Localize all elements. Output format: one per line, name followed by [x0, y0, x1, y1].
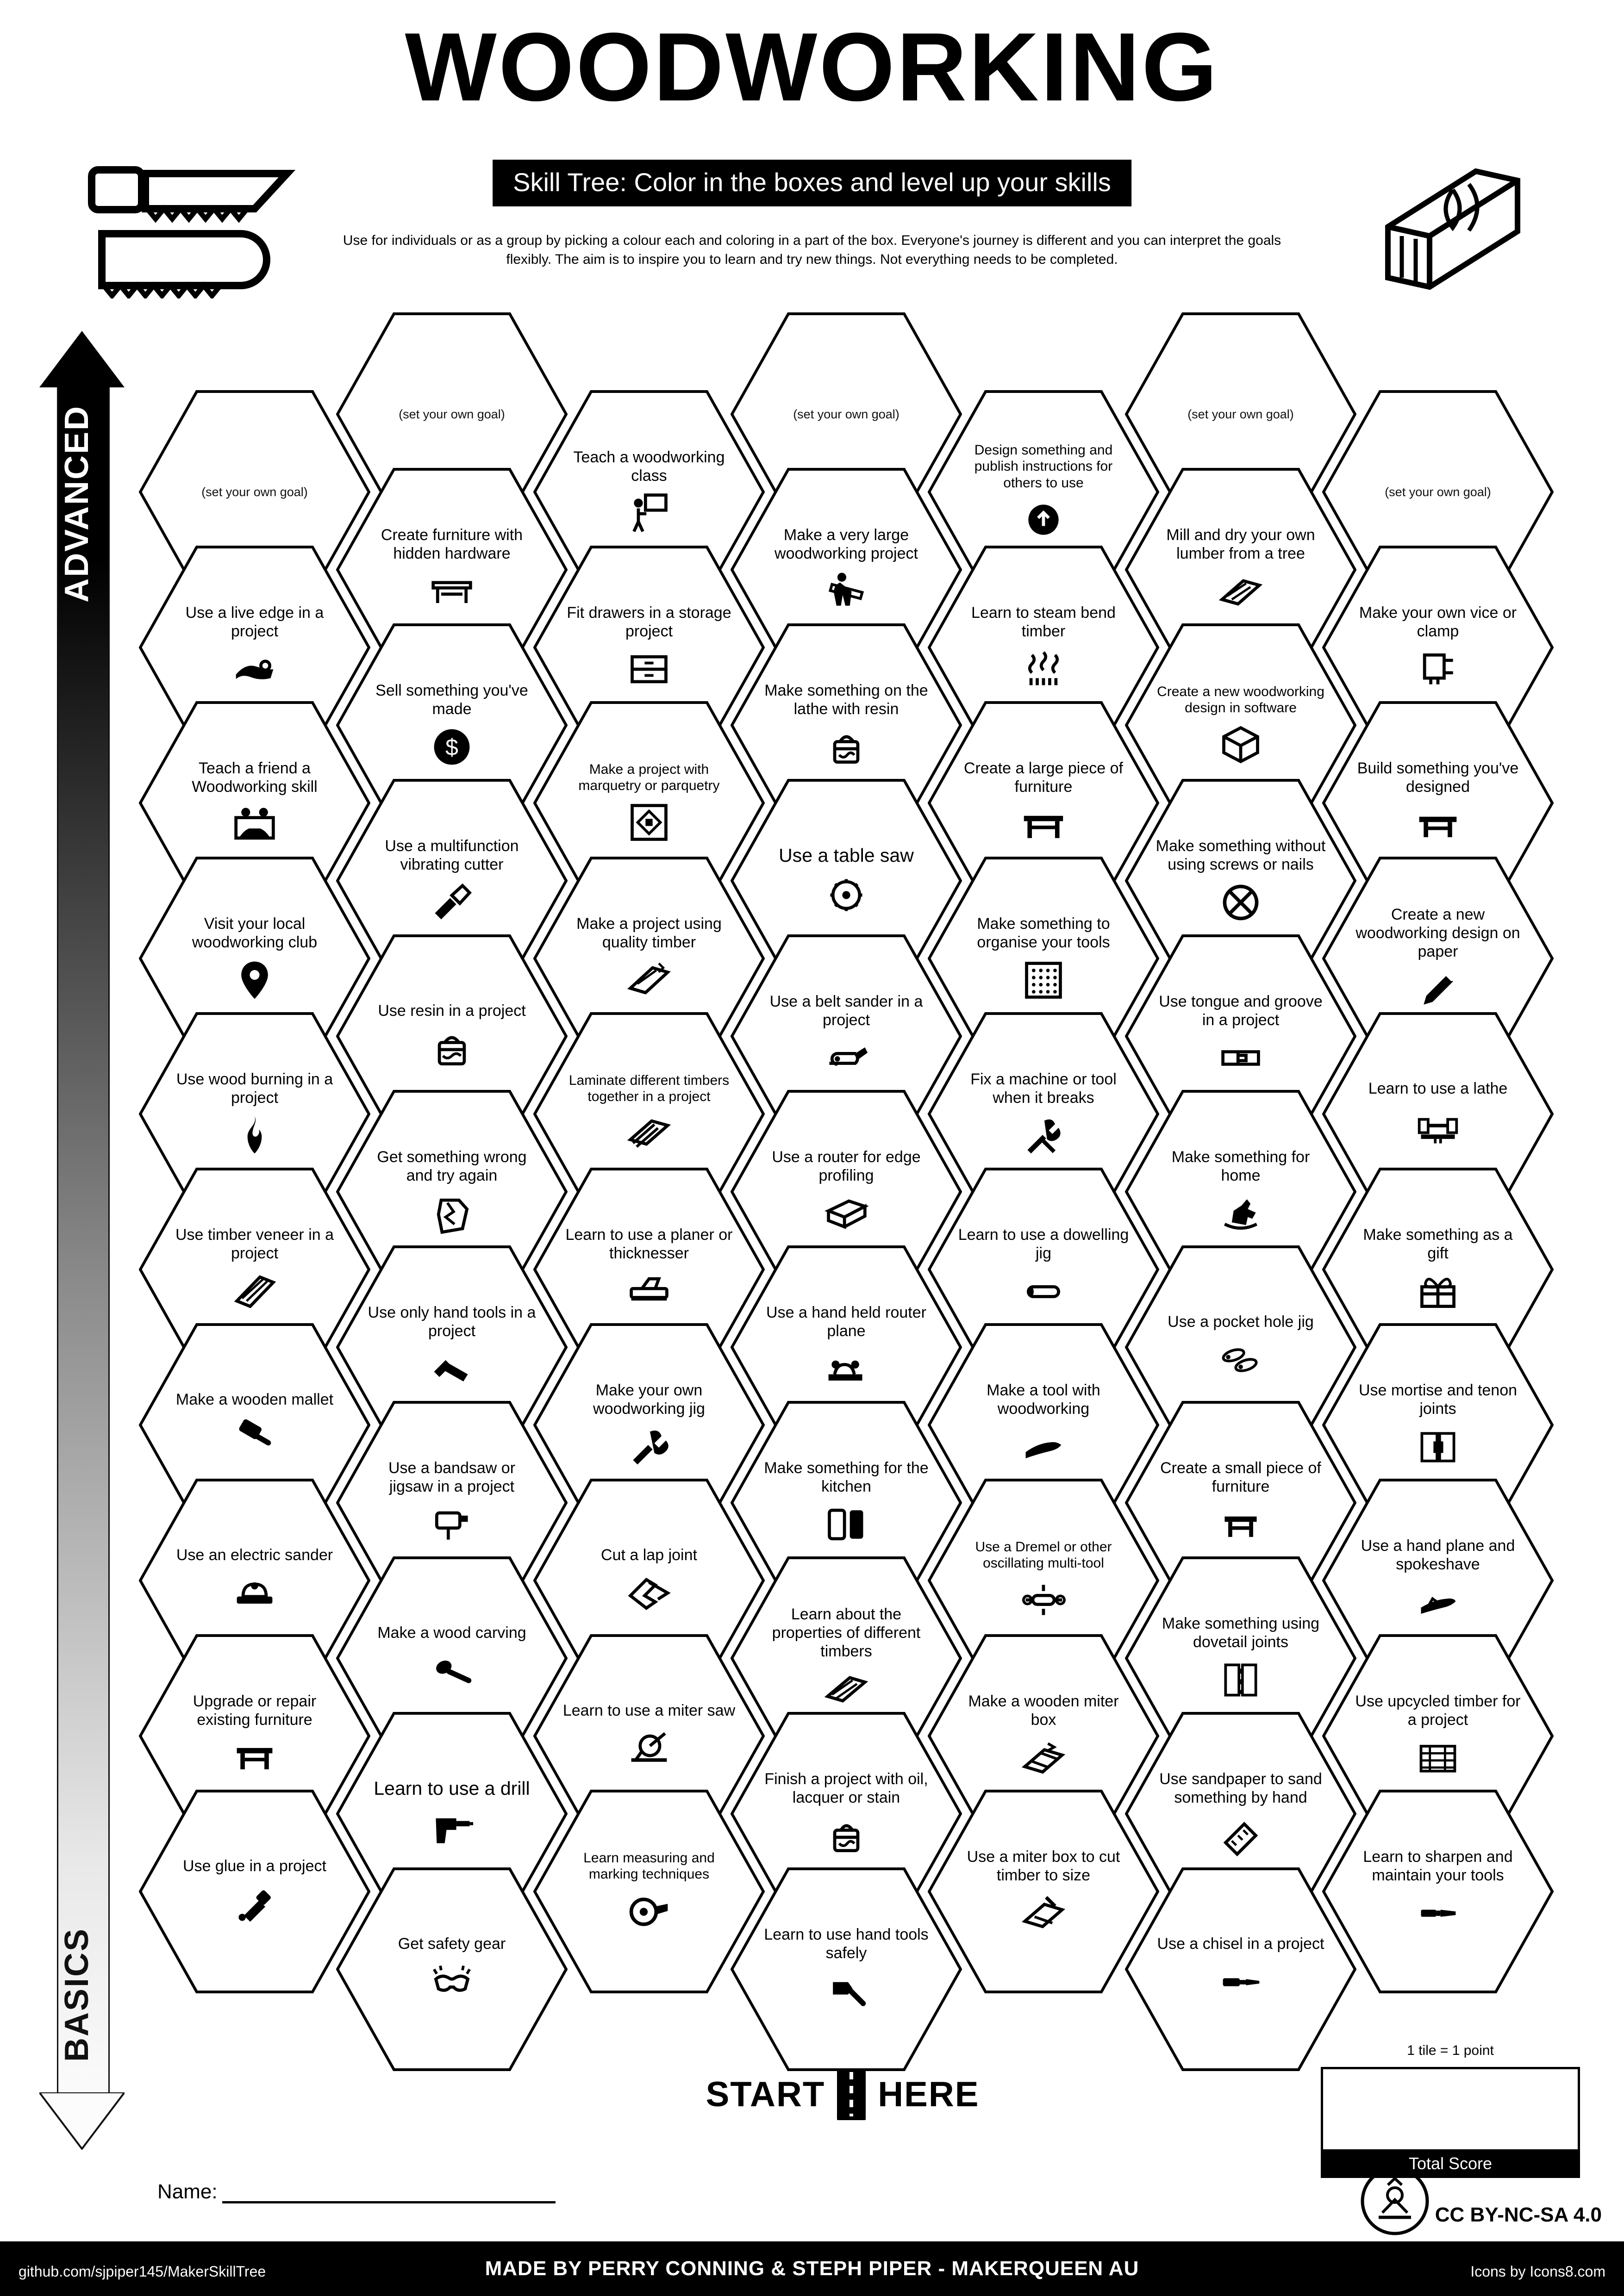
carving-spoon-icon — [430, 1649, 474, 1693]
tile-label: Use a Dremel or other oscillating multi-tool — [975, 1539, 1112, 1571]
tile-content — [928, 1788, 1159, 1995]
total-score-label: Total Score — [1321, 2149, 1580, 2178]
tile-goal-placeholder: (set your own goal) — [793, 407, 899, 421]
drill-icon — [430, 1806, 474, 1850]
tile-label: Create a small piece of furniture — [1160, 1459, 1321, 1495]
jigsaw-icon — [430, 1502, 474, 1547]
tile-label: Use wood burning in a project — [176, 1070, 333, 1107]
page-title: WOODWORKING — [405, 12, 1219, 121]
tile-label: Cut a lap joint — [601, 1546, 697, 1564]
carry-plank-icon — [824, 569, 868, 614]
router-plane-icon — [824, 1347, 868, 1391]
tile-label: Teach a woodworking class — [573, 448, 725, 485]
tile-label: Fit drawers in a storage project — [567, 604, 731, 640]
tile-label: Learn to use hand tools safely — [764, 1925, 929, 1962]
belt-sander-icon — [824, 1036, 868, 1080]
svg-text:$: $ — [445, 734, 458, 760]
here-label: HERE — [878, 2074, 980, 2114]
skill-tile[interactable] — [1322, 1788, 1554, 1995]
footer-icons-credit: Icons by Icons8.com — [1470, 2263, 1605, 2280]
tile-label: Learn to sharpen and maintain your tools — [1363, 1848, 1513, 1884]
tile-label: Finish a project with oil, lacquer or stain — [764, 1770, 928, 1806]
miter-box-icon — [1021, 1736, 1066, 1780]
drawer-icon — [627, 647, 671, 691]
repair-tools-icon — [1021, 1114, 1066, 1158]
name-field[interactable] — [157, 2180, 556, 2203]
makerqueen-logo — [1360, 2166, 1430, 2236]
tile-label: Create a new woodworking design on paper — [1355, 905, 1520, 961]
upload-icon — [1021, 498, 1066, 542]
tile-goal-placeholder: (set your own goal) — [399, 407, 505, 421]
tile-label: Make a wooden miter box — [968, 1692, 1119, 1729]
tile-content — [731, 1866, 962, 2072]
tile-label: Use a multifunction vibrating cutter — [385, 837, 519, 873]
axis-label-basics: BASICS — [58, 1927, 95, 2062]
subtitle-lead: Skill Tree: — [513, 168, 627, 197]
pallet-icon — [1416, 1736, 1460, 1780]
tile-goal-placeholder: (set your own goal) — [201, 485, 308, 499]
pocket-hole-icon — [1218, 1338, 1263, 1382]
tile-point-note: 1 tile = 1 point — [1407, 2043, 1494, 2058]
tile-label: Make something for home — [1171, 1148, 1310, 1184]
gift-icon — [1416, 1269, 1460, 1313]
dowel-icon — [1021, 1269, 1066, 1313]
tile-label: Make something as a gift — [1363, 1226, 1513, 1262]
tile-label: Learn to use a dowelling jig — [958, 1226, 1129, 1262]
location-pin-icon — [232, 958, 277, 1002]
laminated-timber-icon — [627, 1111, 671, 1156]
lathe-icon — [1416, 1104, 1460, 1149]
tile-goal-placeholder: (set your own goal) — [1385, 485, 1491, 499]
tile-label: Make something on the lathe with resin — [764, 681, 928, 718]
tile-label: Learn to use a miter saw — [562, 1701, 736, 1719]
tile-label: Use sandpaper to sand something by hand — [1159, 1770, 1322, 1806]
miter-cut-icon — [1021, 1891, 1066, 1935]
tile-label: Upgrade or repair existing furniture — [193, 1692, 317, 1729]
sharpen-icon — [1416, 1891, 1460, 1935]
tile-label: Use an electric sander — [176, 1546, 333, 1564]
hand-saw-icon — [430, 1347, 474, 1391]
steam-icon — [1021, 647, 1066, 691]
presentation-icon — [627, 492, 671, 536]
clamp-icon — [1416, 647, 1460, 691]
tile-label: Use timber veneer in a project — [175, 1226, 334, 1262]
tile-label: Use a bandsaw or jigsaw in a project — [388, 1459, 516, 1495]
tile-content — [1125, 1866, 1356, 2072]
tile-label: Get something wrong and try again — [377, 1148, 527, 1184]
hammer-icon — [824, 1969, 868, 2013]
tile-label: Learn to use a lathe — [1368, 1079, 1508, 1097]
start-label: START — [706, 2074, 825, 2114]
tile-label: Laminate different timbers together in a project — [568, 1072, 730, 1104]
router-profile-icon — [824, 1191, 868, 1236]
tile-label: Make something for the kitchen — [764, 1459, 929, 1495]
jig-tools-icon — [627, 1425, 671, 1469]
marquetry-icon — [627, 800, 671, 845]
tile-content — [336, 1866, 568, 2072]
mallet-icon — [232, 1415, 277, 1460]
tile-label: Make a project using quality timber — [576, 915, 722, 951]
tile-label: Build something you've designed — [1357, 759, 1519, 796]
tile-label: Make a wood carving — [377, 1624, 526, 1642]
resin-pour-icon — [824, 725, 868, 769]
tile-label: Get safety gear — [398, 1935, 506, 1953]
tile-label: Use a miter box to cut timber to size — [967, 1848, 1120, 1884]
orbital-sander-icon — [232, 1571, 277, 1615]
tile-label: Fix a machine or tool when it breaks — [970, 1070, 1117, 1107]
start-here-marker — [662, 2064, 1023, 2124]
tile-label: Make a wooden mallet — [175, 1390, 334, 1408]
lumber-icon — [1218, 569, 1263, 614]
skill-tile[interactable] — [139, 1788, 370, 1995]
dovetail-icon — [1218, 1658, 1263, 1702]
tongue-groove-icon — [1218, 1036, 1263, 1080]
subtitle-rest: Color in the boxes and level up your skills — [634, 168, 1111, 197]
tile-label: Make your own vice or clamp — [1359, 604, 1517, 640]
glue-icon — [232, 1882, 277, 1926]
tile-label: Make something using dovetail joints — [1162, 1614, 1320, 1651]
stool-small-icon — [1218, 1502, 1263, 1547]
dremel-icon — [1021, 1578, 1066, 1622]
tile-label: Make a very large woodworking project — [775, 526, 918, 562]
skill-tile[interactable] — [731, 1866, 962, 2072]
mortise-tenon-icon — [1416, 1425, 1460, 1469]
pegboard-icon — [1021, 958, 1066, 1002]
tile-label: Make something without using screws or nails — [1156, 837, 1326, 873]
tile-label: Design something and publish instructions for others to use — [974, 442, 1113, 491]
chisel-icon — [1218, 1960, 1263, 2004]
timber-properties-icon — [824, 1667, 868, 1711]
footer-credit: MADE BY PERRY CONNING & STEPH PIPER - MAKERQUEEN AU — [485, 2257, 1139, 2280]
tile-label: Use a hand plane and spokeshave — [1361, 1537, 1515, 1573]
table-build-icon — [1416, 803, 1460, 847]
tile-label: Use tongue and groove in a project — [1159, 992, 1323, 1029]
name-input-rule[interactable] — [222, 2196, 556, 2203]
skill-tile[interactable] — [336, 1866, 568, 2072]
tile-label: Use a hand held router plane — [766, 1303, 926, 1340]
tile-label: Make a tool with woodworking — [987, 1381, 1100, 1418]
tile-label: Make a project with marquetry or parquetry — [578, 761, 720, 793]
tile-label: Learn about the properties of different timbers — [772, 1605, 921, 1661]
footer-github-link[interactable]: github.com/sjpiper145/MakerSkillTree — [19, 2263, 266, 2280]
3d-cube-icon — [1218, 722, 1263, 767]
multi-tool-icon — [430, 880, 474, 925]
tile-label: Learn to steam bend timber — [971, 604, 1116, 640]
table-icon — [430, 569, 474, 614]
lap-joint-icon — [627, 1571, 671, 1615]
miter-saw-icon — [627, 1726, 671, 1771]
tile-goal-placeholder: (set your own goal) — [1187, 407, 1294, 421]
tile-label: Learn to use a drill — [374, 1777, 530, 1799]
live-edge-icon — [232, 647, 277, 691]
tile-label: Create furniture with hidden hardware — [381, 526, 523, 562]
axis-label-advanced: ADVANCED — [58, 405, 95, 603]
veneer-icon — [232, 1269, 277, 1313]
timber-planks-icon — [627, 958, 671, 1002]
tile-label: Sell something you've made — [375, 681, 528, 718]
tile-label: Learn to use a planer or thicknesser — [565, 1226, 733, 1262]
tile-label: Use a table saw — [779, 844, 914, 866]
no-screws-icon — [1218, 880, 1263, 925]
crumpled-paper-icon — [430, 1191, 474, 1236]
pencil-icon — [1416, 967, 1460, 1012]
tile-content — [1322, 1788, 1554, 1995]
tile-label: Use resin in a project — [378, 1002, 526, 1020]
tile-label: Use only hand tools in a project — [368, 1303, 536, 1340]
teach-icon — [232, 803, 277, 847]
rocking-horse-icon — [1218, 1191, 1263, 1236]
tile-label: Make your own woodworking jig — [593, 1381, 705, 1418]
hand-plane-tool-icon — [1021, 1425, 1066, 1469]
tile-label: Use a belt sander in a project — [769, 992, 923, 1029]
spokeshave-icon — [1416, 1580, 1460, 1624]
tile-label: Create a large piece of furniture — [964, 759, 1123, 796]
tile-label: Use a chisel in a project — [1157, 1935, 1324, 1953]
tile-content — [533, 1788, 765, 1995]
tile-label: Mill and dry your own lumber from a tree — [1166, 526, 1315, 562]
tile-label: Use upcycled timber for a project — [1355, 1692, 1521, 1729]
tile-label: Learn measuring and marking techniques — [583, 1850, 715, 1882]
tile-label: Make something to organise your tools — [977, 915, 1110, 951]
name-label: Name: — [157, 2180, 218, 2203]
flame-icon — [232, 1114, 277, 1158]
tile-label: Use a live edge in a project — [185, 604, 324, 640]
tile-label: Use a pocket hole jig — [1168, 1313, 1314, 1331]
skill-tile[interactable] — [1125, 1866, 1356, 2072]
tile-label: Use mortise and tenon joints — [1358, 1381, 1518, 1418]
cutting-board-icon — [824, 1502, 868, 1547]
tile-label: Create a new woodworking design in software — [1157, 684, 1324, 716]
skill-tile[interactable] — [533, 1788, 765, 1995]
tape-measure-icon — [627, 1889, 671, 1933]
dollar-coin-icon — [430, 725, 474, 769]
finish-can-icon — [824, 1813, 868, 1858]
tile-label: Teach a friend a Woodworking skill — [192, 759, 318, 796]
planer-icon — [627, 1269, 671, 1313]
skill-tile[interactable] — [928, 1788, 1159, 1995]
sandpaper-icon — [1218, 1813, 1263, 1858]
road-icon — [837, 2068, 866, 2120]
tile-label: Use a router for edge profiling — [772, 1148, 921, 1184]
safety-glasses-icon — [430, 1960, 474, 2004]
total-score-box[interactable] — [1321, 2043, 1580, 2178]
tile-label: Visit your local woodworking club — [192, 915, 318, 951]
stool-icon — [232, 1736, 277, 1780]
tile-label: Use glue in a project — [183, 1857, 326, 1875]
intro-paragraph: Use for individuals or as a group by picking a colour each and coloring in a part of the box. Everyone's journey is different and you can interpret the goals flexibly. The aim is to inspire you to learn and try new things. Not everything needs to be completed. — [343, 233, 1281, 267]
resin-can-icon — [430, 1027, 474, 1071]
table-large-icon — [1021, 803, 1066, 847]
table-saw-icon — [824, 873, 868, 917]
tile-content — [139, 1788, 370, 1995]
license-label: CC BY-NC-SA 4.0 — [1435, 2203, 1602, 2226]
